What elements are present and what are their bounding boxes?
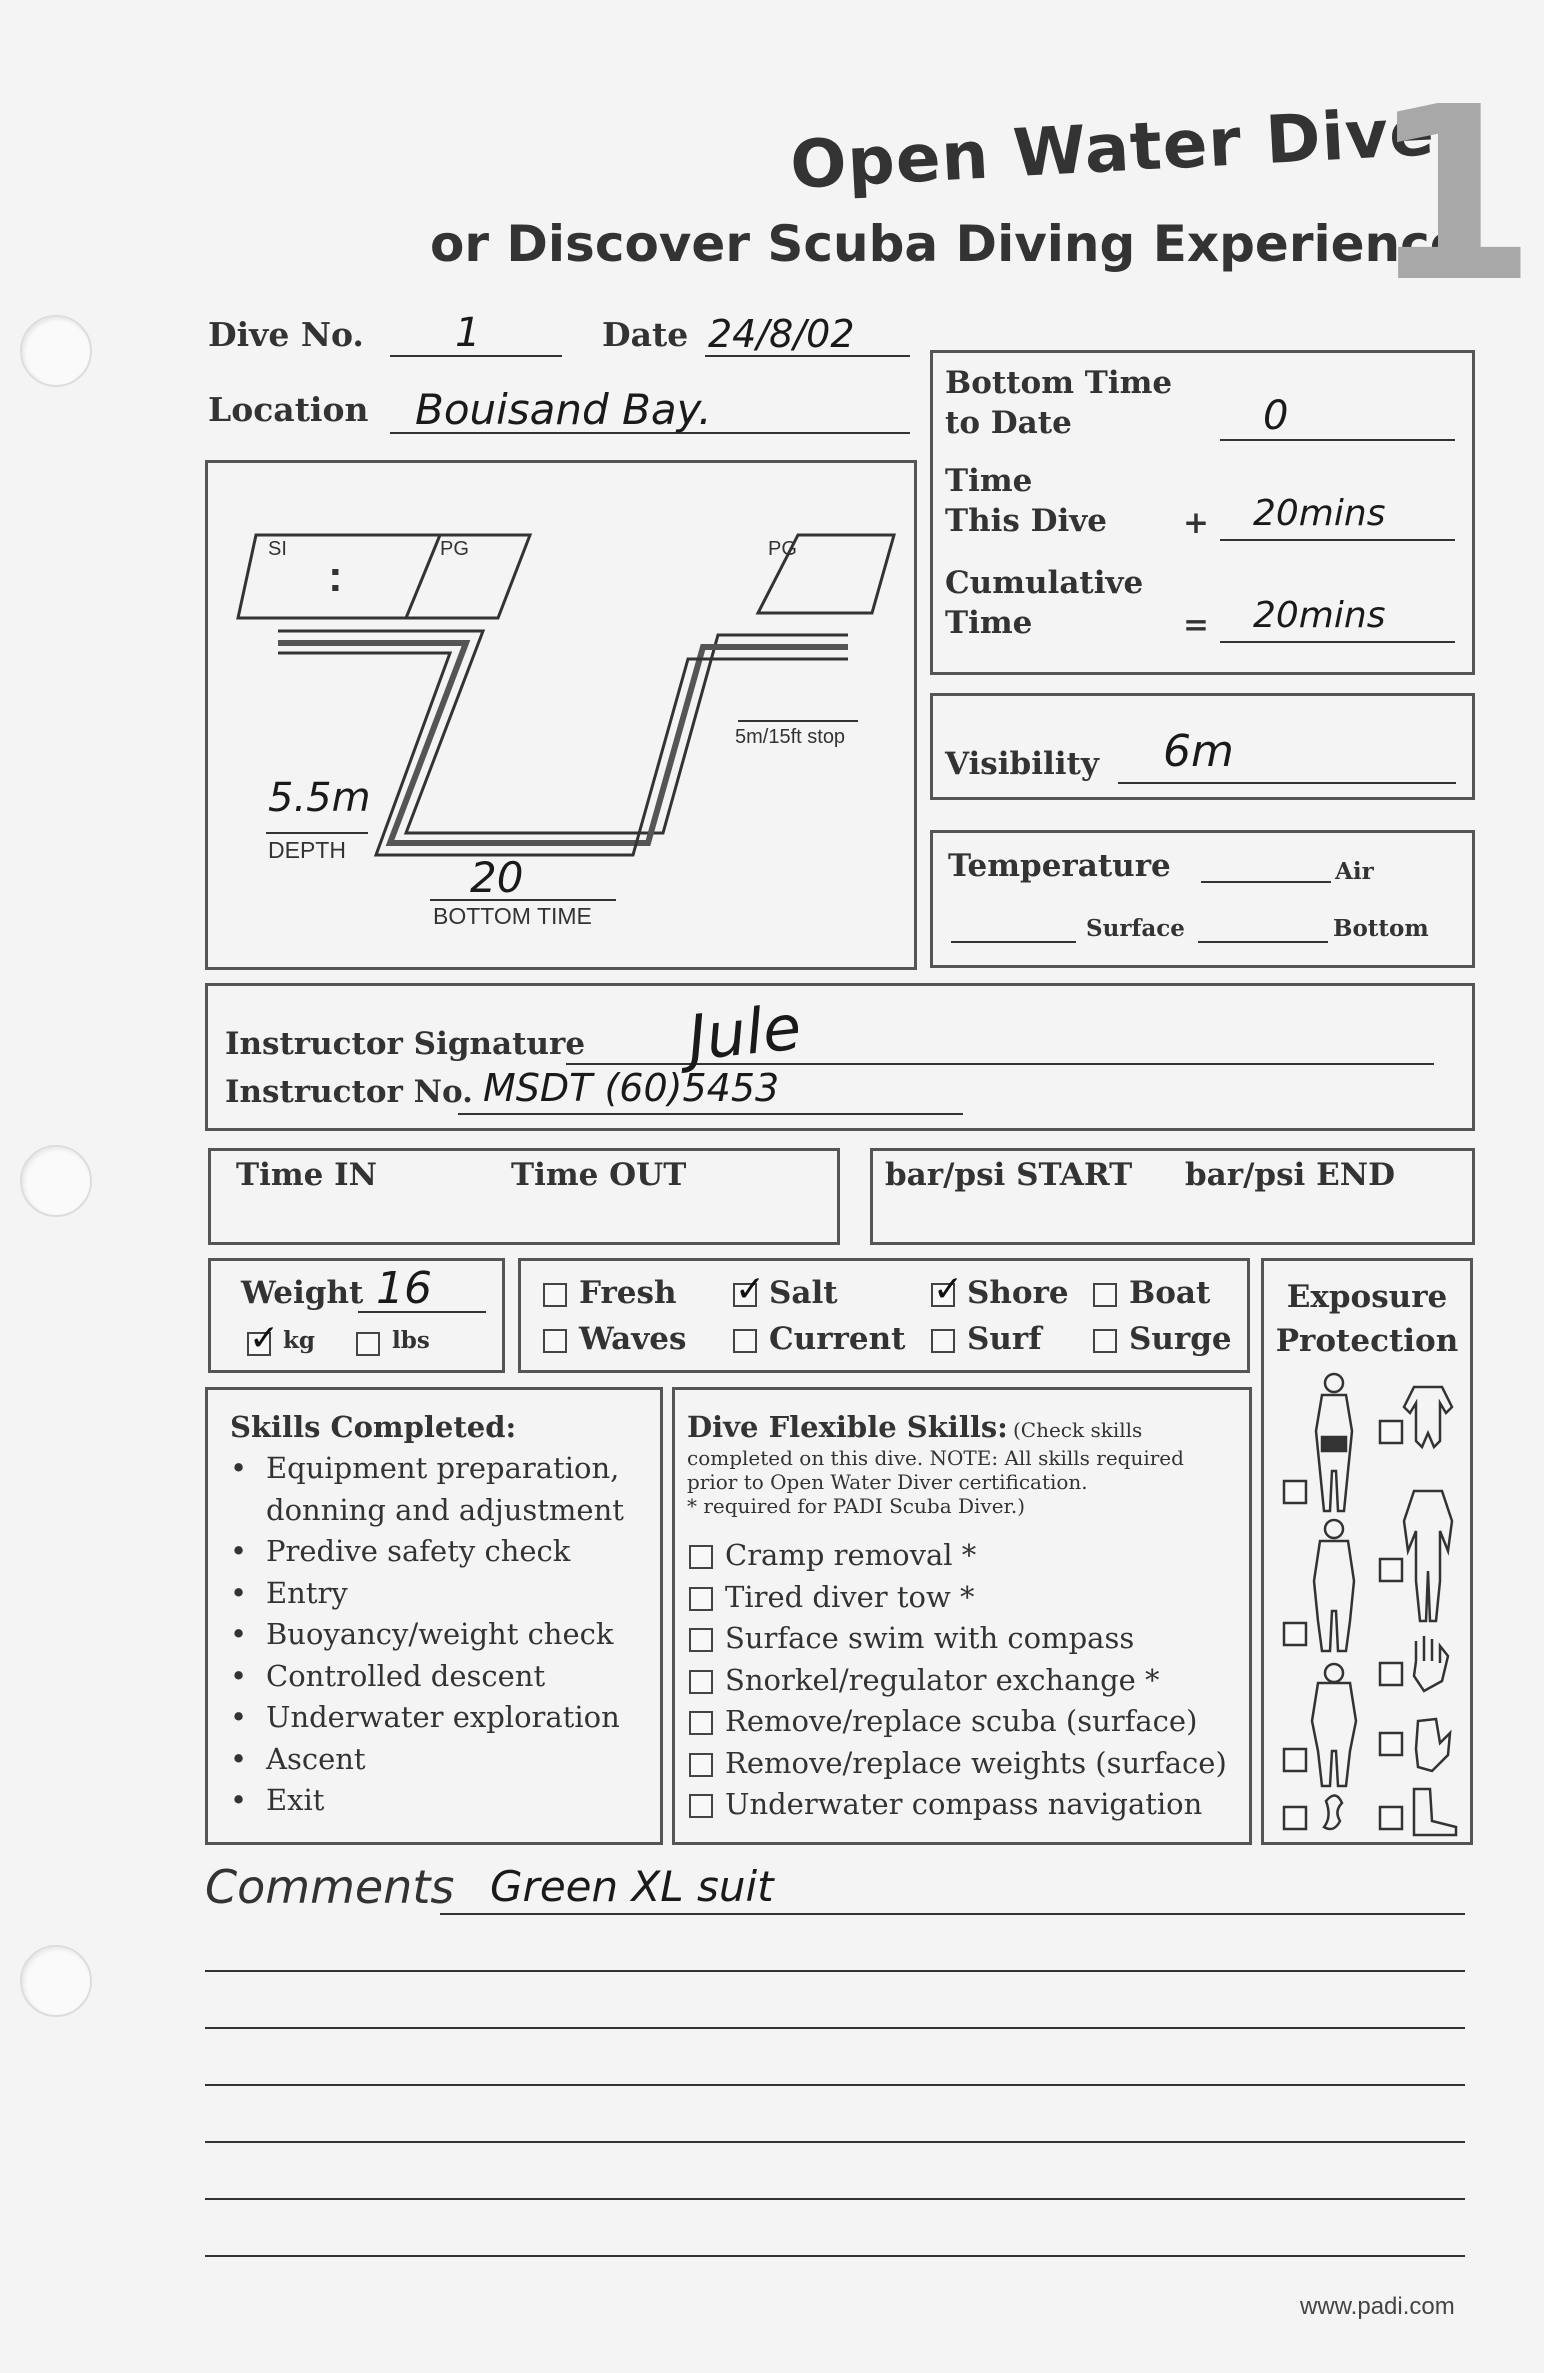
instructor-box	[205, 983, 1475, 1131]
hood-checkbox[interactable]	[1284, 1807, 1306, 1829]
shorty-wetsuit-icon	[1404, 1387, 1452, 1447]
dive-no-value[interactable]: 1	[455, 310, 481, 356]
si-pg-divider	[406, 535, 440, 618]
bar-psi-box	[870, 1148, 1475, 1245]
cum-line	[1220, 641, 1455, 643]
hood-icon	[1324, 1795, 1342, 1829]
kg-option[interactable]	[247, 1327, 315, 1356]
exposure-title-1: Exposure	[1286, 1279, 1448, 1315]
ttd-label-2: This Dive	[945, 503, 1108, 539]
fresh-option[interactable]	[543, 1275, 677, 1311]
surf-label: Surf	[967, 1321, 1042, 1357]
flexible-skills-list	[689, 1535, 1227, 1826]
dive-number-large: 1	[1370, 55, 1537, 335]
shore-option[interactable]	[931, 1275, 1069, 1311]
skills-completed-box	[205, 1387, 663, 1845]
weight-label: Weight	[241, 1275, 364, 1311]
surface-label: Surface	[1086, 915, 1185, 942]
skill-item: • Entry	[230, 1575, 348, 1610]
flex-skill-item[interactable]: Underwater compass navigation	[689, 1784, 1227, 1826]
flex-skill-item[interactable]: Tired diver tow *	[689, 1577, 1227, 1619]
time-in-out-box	[208, 1148, 840, 1245]
bar-start-label: bar/psi START	[885, 1157, 1133, 1193]
lbs-option[interactable]	[356, 1327, 430, 1356]
kg-checkbox[interactable]	[247, 1332, 271, 1356]
page-title-line1: Open Water Dive	[788, 93, 1437, 204]
skill-item: • Equipment preparation,	[230, 1451, 620, 1485]
skill-item: • Predive safety check	[230, 1534, 571, 1568]
weight-box	[208, 1258, 505, 1373]
date-label: Date	[602, 315, 689, 354]
glove-icon	[1414, 1636, 1448, 1691]
instructor-signature-label: Instructor Signature	[225, 1026, 586, 1062]
flex-skill-checkbox[interactable]	[689, 1545, 713, 1569]
salt-label: Salt	[769, 1275, 838, 1311]
note-line-4: * required for PADI Scuba Diver.)	[687, 1494, 1026, 1518]
flex-skill-item[interactable]: Remove/replace scuba (surface)	[689, 1701, 1227, 1743]
comments-value[interactable]: Green XL suit	[490, 1862, 774, 1911]
flexible-skills-heading	[687, 1410, 1142, 1444]
flex-skill-checkbox[interactable]	[689, 1628, 713, 1652]
boot-icon	[1414, 1789, 1456, 1835]
swimsuit-checkbox[interactable]	[1284, 1481, 1306, 1503]
note-line-2: completed on this dive. NOTE: All skills required	[687, 1446, 1184, 1470]
ttd-value[interactable]: 20mins	[1253, 493, 1386, 534]
binder-hole-middle	[20, 1145, 92, 1217]
current-checkbox[interactable]	[733, 1329, 757, 1353]
cum-operator: =	[1183, 607, 1209, 643]
visibility-box	[930, 693, 1475, 800]
si-separator: :	[328, 552, 343, 601]
salt-checkbox[interactable]	[733, 1283, 757, 1307]
comments-line-5	[205, 2141, 1465, 2143]
time-in-label: Time IN	[236, 1157, 377, 1193]
visibility-label: Visibility	[945, 746, 1099, 782]
full-wetsuit-checkbox[interactable]	[1380, 1559, 1402, 1581]
lbs-label: lbs	[392, 1327, 430, 1354]
surf-option[interactable]	[931, 1321, 1042, 1357]
si-label: SI	[268, 538, 287, 560]
ttd-line	[1220, 539, 1455, 541]
skill-item: • Buoyancy/weight check	[230, 1617, 614, 1651]
wetsuit-person-icon	[1314, 1520, 1354, 1651]
flex-skill-item[interactable]: Cramp removal *	[689, 1535, 1227, 1577]
mitt-checkbox[interactable]	[1380, 1733, 1402, 1755]
visibility-line	[1118, 782, 1456, 784]
location-value[interactable]: Bouisand Bay.	[415, 385, 712, 434]
instructor-signature-value[interactable]: Jule	[684, 990, 805, 1075]
pg-end-label: PG	[768, 538, 797, 560]
current-label: Current	[769, 1321, 906, 1357]
depth-value[interactable]: 5.5m	[268, 775, 371, 821]
time-summary-box	[930, 350, 1475, 675]
surface-line	[951, 941, 1076, 943]
fresh-checkbox[interactable]	[543, 1283, 567, 1307]
salt-option[interactable]	[733, 1275, 838, 1311]
air-label: Air	[1335, 858, 1374, 885]
surge-option[interactable]	[1093, 1321, 1232, 1357]
fresh-label: Fresh	[579, 1275, 677, 1311]
exposure-protection-box	[1261, 1258, 1473, 1845]
weight-value[interactable]: 16	[376, 1263, 432, 1314]
shore-checkbox[interactable]	[931, 1283, 955, 1307]
skill-item: • Underwater exploration	[230, 1700, 620, 1734]
dive-profile-diagram	[208, 463, 914, 967]
surge-label: Surge	[1129, 1321, 1232, 1357]
comments-line-6	[205, 2198, 1465, 2200]
bottom-time-value[interactable]: 20	[470, 853, 524, 902]
drysuit-icon	[1312, 1664, 1356, 1786]
location-label: Location	[208, 390, 369, 429]
shorty-checkbox[interactable]	[1380, 1421, 1402, 1443]
flexible-skills-box	[672, 1387, 1252, 1845]
wetsuit-person-checkbox[interactable]	[1284, 1623, 1306, 1645]
ttd-operator: +	[1183, 505, 1209, 541]
shore-label: Shore	[967, 1275, 1069, 1311]
comments-line-2	[205, 1970, 1465, 1972]
surge-checkbox[interactable]	[1093, 1329, 1117, 1353]
bottom-temp-line	[1198, 941, 1328, 943]
dive-profile-box	[205, 460, 917, 970]
lbs-checkbox[interactable]	[356, 1332, 380, 1356]
boot-checkbox[interactable]	[1380, 1807, 1402, 1829]
footer-url[interactable]: www.padi.com	[1300, 2293, 1455, 2320]
cum-value[interactable]: 20mins	[1253, 595, 1386, 636]
skills-title: Skills Completed:	[230, 1410, 517, 1444]
conditions-box	[518, 1258, 1250, 1373]
glove-checkbox[interactable]	[1380, 1663, 1402, 1685]
flexible-skills-title: Dive Flexible Skills:	[687, 1410, 1008, 1444]
btd-value[interactable]: 0	[1263, 393, 1289, 439]
waves-label: Waves	[579, 1321, 687, 1357]
stop-label: 5m/15ft stop	[735, 726, 846, 748]
flex-skill-checkbox[interactable]	[689, 1711, 713, 1735]
boat-label: Boat	[1129, 1275, 1211, 1311]
binder-hole-bottom	[20, 1945, 92, 2017]
skill-item: • Exit	[230, 1783, 325, 1817]
flex-skill-checkbox[interactable]	[689, 1670, 713, 1694]
exposure-title-2: Protection	[1275, 1323, 1459, 1359]
current-option[interactable]	[733, 1321, 905, 1357]
waves-checkbox[interactable]	[543, 1329, 567, 1353]
bottom-time-label: BOTTOM TIME	[433, 903, 592, 929]
cum-label-1: Cumulative	[945, 565, 1144, 601]
note-line-3: prior to Open Water Diver certification.	[687, 1470, 1088, 1494]
dive-no-label: Dive No.	[208, 315, 364, 354]
skill-item: • Ascent	[230, 1741, 366, 1776]
air-line	[1201, 881, 1331, 883]
flex-skill-checkbox[interactable]	[689, 1753, 713, 1777]
skill-item: • Controlled descent	[230, 1658, 546, 1693]
exposure-icons	[1264, 1371, 1470, 1841]
boat-checkbox[interactable]	[1093, 1283, 1117, 1307]
btd-label-2: to Date	[945, 405, 1072, 441]
date-value[interactable]: 24/8/02	[708, 312, 855, 356]
instructor-number-value[interactable]: MSDT (60)5453	[483, 1066, 780, 1110]
btd-line	[1220, 439, 1455, 441]
flex-skill-item[interactable]: Remove/replace weights (surface)	[689, 1743, 1227, 1785]
kg-label: kg	[283, 1327, 316, 1354]
instructor-number-line	[458, 1113, 963, 1115]
bar-end-label: bar/psi END	[1185, 1157, 1395, 1193]
waves-option[interactable]	[543, 1321, 686, 1357]
instructor-number-label: Instructor No.	[225, 1074, 473, 1110]
full-wetsuit-icon	[1404, 1491, 1452, 1621]
flex-skill-item[interactable]: Snorkel/regulator exchange *	[689, 1660, 1227, 1702]
binder-hole-top	[20, 315, 92, 387]
mitt-icon	[1416, 1719, 1450, 1771]
time-out-label: Time OUT	[511, 1157, 687, 1193]
temperature-box	[930, 830, 1475, 968]
flexible-skills-note-1: (Check skills	[1012, 1418, 1143, 1442]
skill-item: donning and adjustment	[266, 1492, 624, 1527]
comments-line-1	[440, 1913, 1465, 1915]
depth-label: DEPTH	[268, 837, 346, 863]
swimsuit-icon	[1316, 1374, 1352, 1511]
boat-option[interactable]	[1093, 1275, 1210, 1311]
flexible-skills-note	[687, 1446, 1184, 1518]
comments-line-4	[205, 2084, 1465, 2086]
profile-inner-line	[278, 653, 848, 855]
skills-list	[230, 1448, 624, 1822]
comments-label: Comments	[205, 1860, 455, 1914]
flex-skill-checkbox[interactable]	[689, 1794, 713, 1818]
surf-checkbox[interactable]	[931, 1329, 955, 1353]
comments-line-3	[205, 2027, 1465, 2029]
btd-label-1: Bottom Time	[945, 365, 1173, 401]
page-title-line2: or Discover Scuba Diving Experience	[430, 215, 1464, 273]
temperature-label: Temperature	[948, 848, 1171, 884]
comments-line-7	[205, 2255, 1465, 2257]
flex-skill-checkbox[interactable]	[689, 1587, 713, 1611]
cum-label-2: Time	[945, 605, 1033, 641]
flex-skill-item[interactable]: Surface swim with compass	[689, 1618, 1227, 1660]
drysuit-checkbox[interactable]	[1284, 1749, 1306, 1771]
visibility-value[interactable]: 6m	[1163, 726, 1234, 777]
ttd-label-1: Time	[945, 463, 1033, 499]
pg-start-label: PG	[440, 538, 469, 560]
bottom-temp-label: Bottom	[1333, 915, 1429, 942]
